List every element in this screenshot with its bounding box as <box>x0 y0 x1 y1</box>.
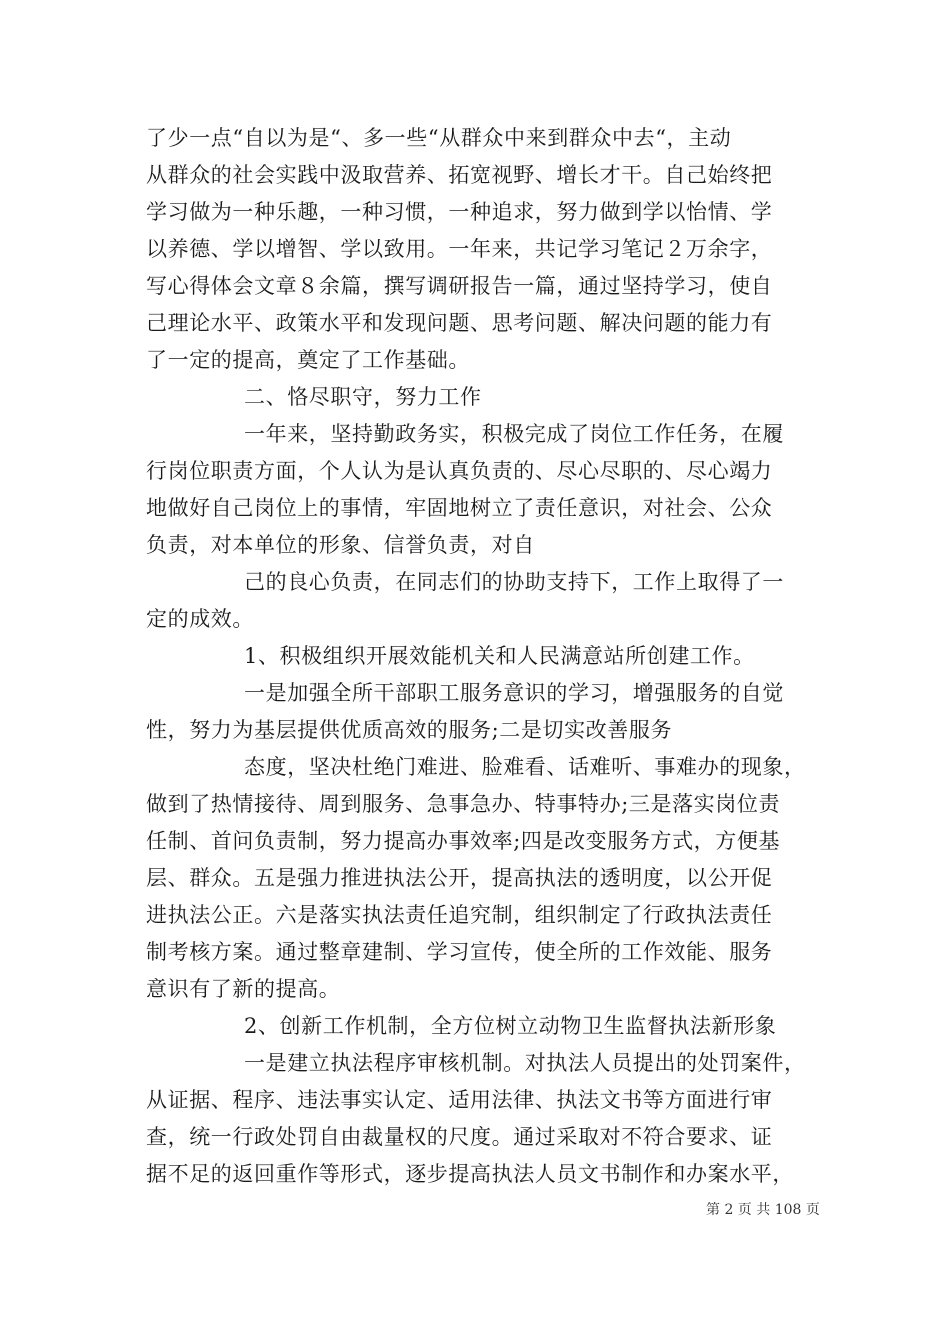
text-line: 一是建立执法程序审核机制。对执法人员提出的处罚案件， <box>244 1051 806 1075</box>
text-line: 地做好自己岗位上的事情，牢固地树立了责任意识，对社会、公众 <box>146 496 773 520</box>
text-line: 查，统一行政处罚自由裁量权的尺度。通过采取对不符合要求、证 <box>146 1125 773 1149</box>
text-line: 态度，坚决杜绝门难进、脸难看、话难听、事难办的现象， <box>244 755 806 779</box>
text-line: 己理论水平、政策水平和发现问题、思考问题、解决问题的能力有 <box>146 311 773 335</box>
text-line: 制考核方案。通过整章建制、学习宣传，使全所的工作效能、服务 <box>146 940 773 964</box>
text-line: 学习做为一种乐趣，一种习惯，一种追求，努力做到学以怡情、学 <box>146 200 773 224</box>
document-body <box>146 120 806 1193</box>
text-line: 一年来，坚持勤政务实，积极完成了岗位工作任务，在履 <box>244 422 784 446</box>
text-line: 进执法公正。六是落实执法责任追究制，组织制定了行政执法责任 <box>146 903 773 927</box>
text-line: 从群众的社会实践中汲取营养、拓宽视野、增长才干。自己始终把 <box>146 163 773 187</box>
page-footer: 第 2 页 共 108 页 <box>706 1202 820 1218</box>
text-line: 2、创新工作机制，全方位树立动物卫生监督执法新形象 <box>244 1014 777 1038</box>
text-line: 意识有了新的提高。 <box>146 977 341 1001</box>
text-line: 一是加强全所干部职工服务意识的学习，增强服务的自觉 <box>244 681 784 705</box>
text-line: 从证据、程序、违法事实认定、适用法律、执法文书等方面进行审 <box>146 1088 773 1112</box>
text-line: 了一定的提高，奠定了工作基础。 <box>146 348 470 372</box>
text-line: 负责，对本单位的形象、信誉负责，对自 <box>146 533 535 557</box>
text-line: 任制、首问负责制，努力提高办事效率;四是改变服务方式，方便基 <box>146 829 781 853</box>
text-line: 了少一点“自以为是“、多一些“从群众中来到群众中去“，主动 <box>146 126 732 150</box>
text-line: 行岗位职责方面，个人认为是认真负责的、尽心尽职的、尽心竭力 <box>146 459 773 483</box>
text-line: 己的良心负责，在同志们的协助支持下，工作上取得了一 <box>244 570 784 594</box>
text-line: 层、群众。五是强力推进执法公开，提高执法的透明度，以公开促 <box>146 866 773 890</box>
text-line: 二、恪尽职守，努力工作 <box>244 385 482 409</box>
text-line: 据不足的返回重作等形式，逐步提高执法人员文书制作和办案水平， <box>146 1162 794 1186</box>
text-line: 定的成效。 <box>146 607 254 631</box>
text-line: 以养德、学以增智、学以致用。一年来，共记学习笔记２万余字， <box>146 237 773 261</box>
text-line: 写心得体会文章８余篇，撰写调研报告一篇，通过坚持学习，使自 <box>146 274 773 298</box>
text-line: 性，努力为基层提供优质高效的服务;二是切实改善服务 <box>146 718 673 742</box>
text-line: 1、积极组织开展效能机关和人民满意站所创建工作。 <box>244 644 755 668</box>
text-line: 做到了热情接待、周到服务、急事急办、特事特办;三是落实岗位责 <box>146 792 781 816</box>
